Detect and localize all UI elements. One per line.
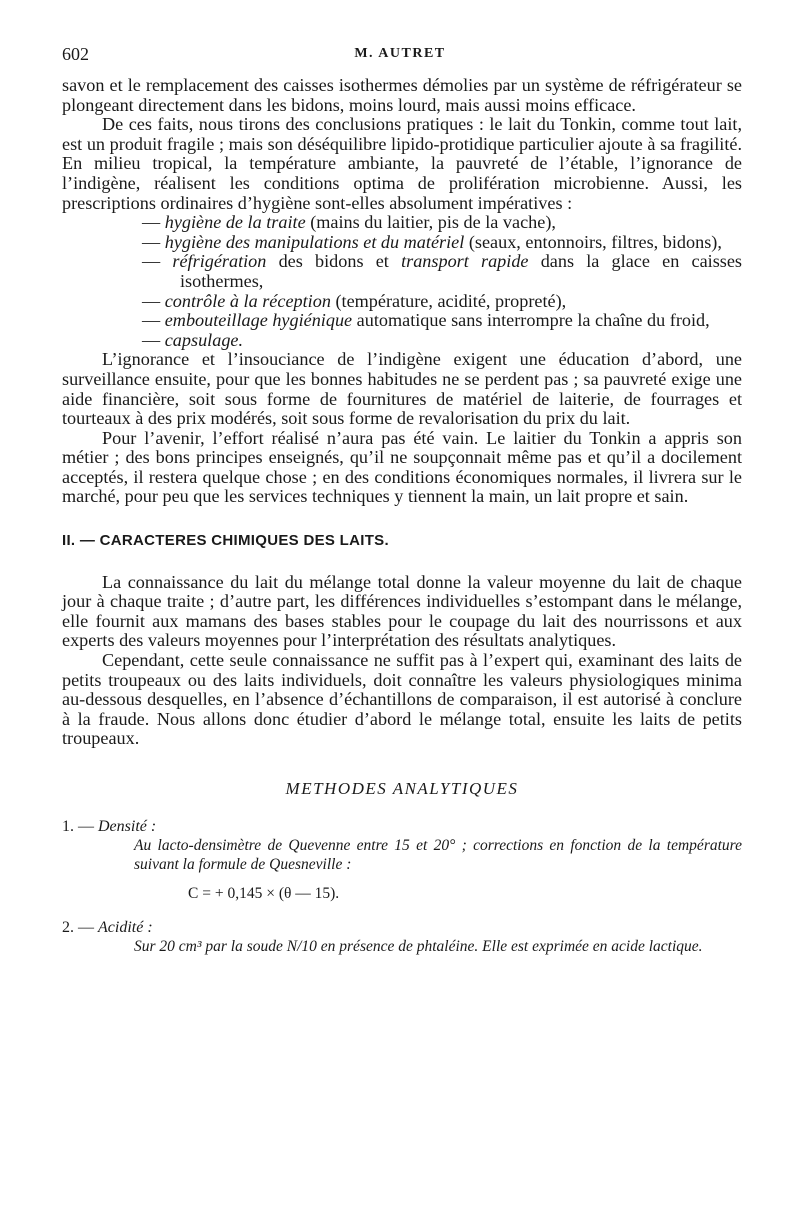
- page-number: 602: [62, 44, 89, 64]
- methods-title: METHODES ANALYTIQUES: [285, 779, 519, 798]
- paragraph-2: De ces faits, nous tirons des conclusions pratiques : le lait du Tonkin, comme tout lait, est un produit fragile ; mais son déséquilibre lipido-protidique particulier ajoute à sa fragilité. En milieu tropical, la température ambiante, la pauvreté de l’étable, l’ignorance de l’indigène, réalisent les conditions optima de prolifération microbienne. Aussi, les prescriptions ordinaires d’hygiène sont-elles absolument impératives :: [62, 114, 742, 213]
- list-item: — capsulage.: [142, 329, 244, 350]
- method-heading-acidity: 2. — Acidité :: [62, 918, 153, 936]
- page-body: [62, 76, 742, 956]
- method-text-acidity: Sur 20 cm³ par la soude N/10 en présence de phtaléine. Elle est exprimée en acide lactique.: [134, 938, 703, 956]
- section-title: II. — CARACTERES CHIMIQUES DES LAITS.: [62, 532, 389, 550]
- running-title: M. AUTRET: [354, 46, 446, 61]
- method-text-density: Au lacto-densimètre de Quevenne entre 15 et 20° ; corrections en fonction de la température suivant la formule de Quesneville :: [134, 837, 742, 874]
- hygiene-list: [62, 213, 742, 350]
- paragraph-6: Cependant, cette seule connaissance ne suffit pas à l’expert qui, examinant des laits de petits troupeaux ou des laits individuels, doit connaître les valeurs physiologiques minima au-dessous desquelles, en l’absence d’échantillons de comparaison, il est autorisé à conclure à la fraude. Nous allons donc étudier d’abord le mélange total, ensuite les laits de petits troupeaux.: [62, 650, 742, 749]
- list-item: — embouteillage hygiénique automatique sans interrompre la chaîne du froid,: [142, 310, 710, 331]
- list-item: — hygiène de la traite (mains du laitier, pis de la vache),: [142, 212, 556, 233]
- method-heading-density: 1. — Densité :: [62, 817, 157, 835]
- paragraph-5: La connaissance du lait du mélange total donne la valeur moyenne du lait de chaque jour à chaque traite ; d’autre part, les différences individuelles s’estompant dans le mélange, elle fournit aux mamans des bases stables pour le coupage du lait des nourrissons et aux experts des valeurs moyennes pour l’interprétation des résultats analytiques.: [62, 571, 742, 651]
- list-item: — hygiène des manipulations et du matériel (seaux, entonnoirs, filtres, bidons),: [142, 231, 722, 252]
- paragraph-3: L’ignorance et l’insouciance de l’indigène exigent une éducation d’abord, une surveillance ensuite, pour que les bonnes habitudes ne se perdent pas ; sa pauvreté exige une aide financière, soit sous forme de fournitures de matériel de laiterie, de fourrages et tourteaux à des prix modérés, soit sous forme de revalorisation du prix du lait.: [62, 349, 742, 429]
- list-item: — réfrigération des bidons et transport rapide dans la glace en caisses isothermes,: [142, 251, 743, 291]
- density-formula: C = + 0,145 × (θ — 15).: [188, 885, 340, 903]
- paragraph-1: savon et le remplacement des caisses isothermes démolies par un système de réfrigérateur se plongeant directement dans les bidons, moins lourd, mais aussi moins efficace.: [62, 75, 742, 115]
- page-header: [0, 0, 800, 70]
- paragraph-4: Pour l’avenir, l’effort réalisé n’aura pas été vain. Le laitier du Tonkin a appris son métier ; des bons principes enseignés, qu’il ne soupçonnait même pas et qu’il a docilement acceptés, il restera quelque chose ; en des conditions économiques normales, il livrera sur le marché, pour peu que les services techniques y tiennent la main, un lait propre et sain.: [62, 427, 742, 507]
- list-item: — contrôle à la réception (température, acidité, propreté),: [142, 290, 567, 311]
